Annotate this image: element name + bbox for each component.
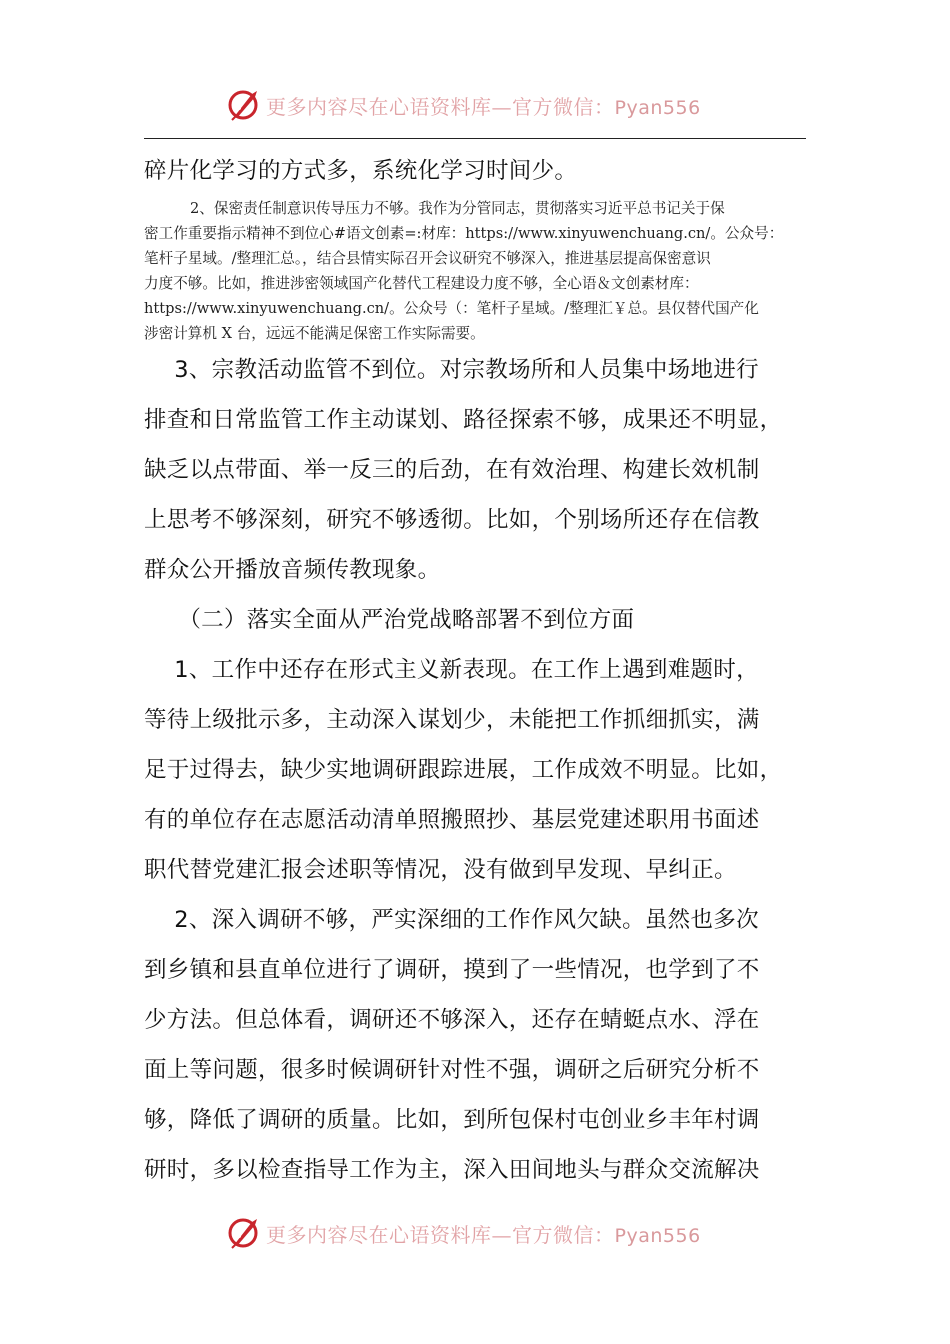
body-text <box>144 345 824 1195</box>
body-line: 2、深入调研不够，严实深细的工作作风欠缺。虽然也多次 <box>144 907 759 933</box>
body-line: 到乡镇和县直单位进行了调研，摸到了一些情况，也学到了不 <box>144 957 760 983</box>
wechat-id: Pyan556 <box>614 1225 701 1247</box>
body-line: 3、宗教活动监管不到位。对宗教场所和人员集中场地进行 <box>144 357 759 383</box>
quill-logo-icon <box>226 86 262 122</box>
body-line: 等待上级批示多，主动深入谋划少，未能把工作抓细抓实，满 <box>144 707 760 733</box>
body-line: 职代替党建汇报会述职等情况，没有做到早发现、早纠正。 <box>144 857 737 883</box>
watermark-banner-bottom <box>0 1212 950 1252</box>
body-line: 1、工作中还存在形式主义新表现。在工作上遇到难题时， <box>144 657 759 683</box>
section-heading: （二）落实全面从严治党战略部署不到位方面 <box>144 607 635 633</box>
wechat-id: Pyan556 <box>614 97 701 119</box>
watermark-banner-top <box>0 84 950 124</box>
body-line: 群众公开播放音频传教现象。 <box>144 557 441 583</box>
body-line: 缺乏以点带面、举一反三的后劲，在有效治理、构建长效机制 <box>144 457 760 483</box>
body-line: 面上等问题，很多时候调研针对性不强，调研之后研究分析不 <box>144 1057 760 1083</box>
watermark-text: 更多内容尽在心语资料库—官方微信：Pyan556 <box>266 95 701 119</box>
quill-logo-icon <box>226 1214 262 1250</box>
small-paragraph <box>144 196 814 346</box>
body-line: 足于过得去，缺少实地调研跟踪进展，工作成效不明显。比如， <box>144 757 783 783</box>
body-line: 排查和日常监管工作主动谋划、路径探索不够，成果还不明显， <box>144 407 783 433</box>
small-line: 密工作重要指示精神不到位心#语文创素=:材库：https://www.xinyuwenchuang.cn/。公众号： <box>144 225 784 242</box>
body-line: 少方法。但总体看，调研还不够深入，还存在蜻蜓点水、浮在 <box>144 1007 760 1033</box>
body-line: 研时，多以检查指导工作为主，深入田间地头与群众交流解决 <box>144 1157 760 1183</box>
small-line: 力度不够。比如，推进涉密领域国产化替代工程建设力度不够，全心语＆文创素材库： <box>144 275 699 292</box>
small-line: 笔杆子星域。/整理汇总。，结合县情实际召开会议研究不够深入，推进基层提高保密意识 <box>144 250 711 267</box>
watermark-text: 更多内容尽在心语资料库—官方微信：Pyan556 <box>266 1223 701 1247</box>
small-line: 2、保密责任制意识传导压力不够。我作为分管同志，贯彻落实习近平总书记关于保 <box>190 200 725 217</box>
small-line: 涉密计算机 X 台，远远不能满足保密工作实际需要。 <box>144 325 485 342</box>
header-divider <box>144 138 806 139</box>
paragraph-continuation: 碎片化学习的方式多，系统化学习时间少。 <box>144 158 578 184</box>
body-line: 够，降低了调研的质量。比如，到所包保村屯创业乡丰年村调 <box>144 1107 760 1133</box>
body-line: 有的单位存在志愿活动清单照搬照抄、基层党建述职用书面述 <box>144 807 760 833</box>
small-line: https://www.xinyuwenchuang.cn/。公众号（：笔杆子星域。/整理汇￥总。县仅替代国产化 <box>144 300 759 317</box>
body-line: 上思考不够深刻，研究不够透彻。比如，个别场所还存在信教 <box>144 507 760 533</box>
